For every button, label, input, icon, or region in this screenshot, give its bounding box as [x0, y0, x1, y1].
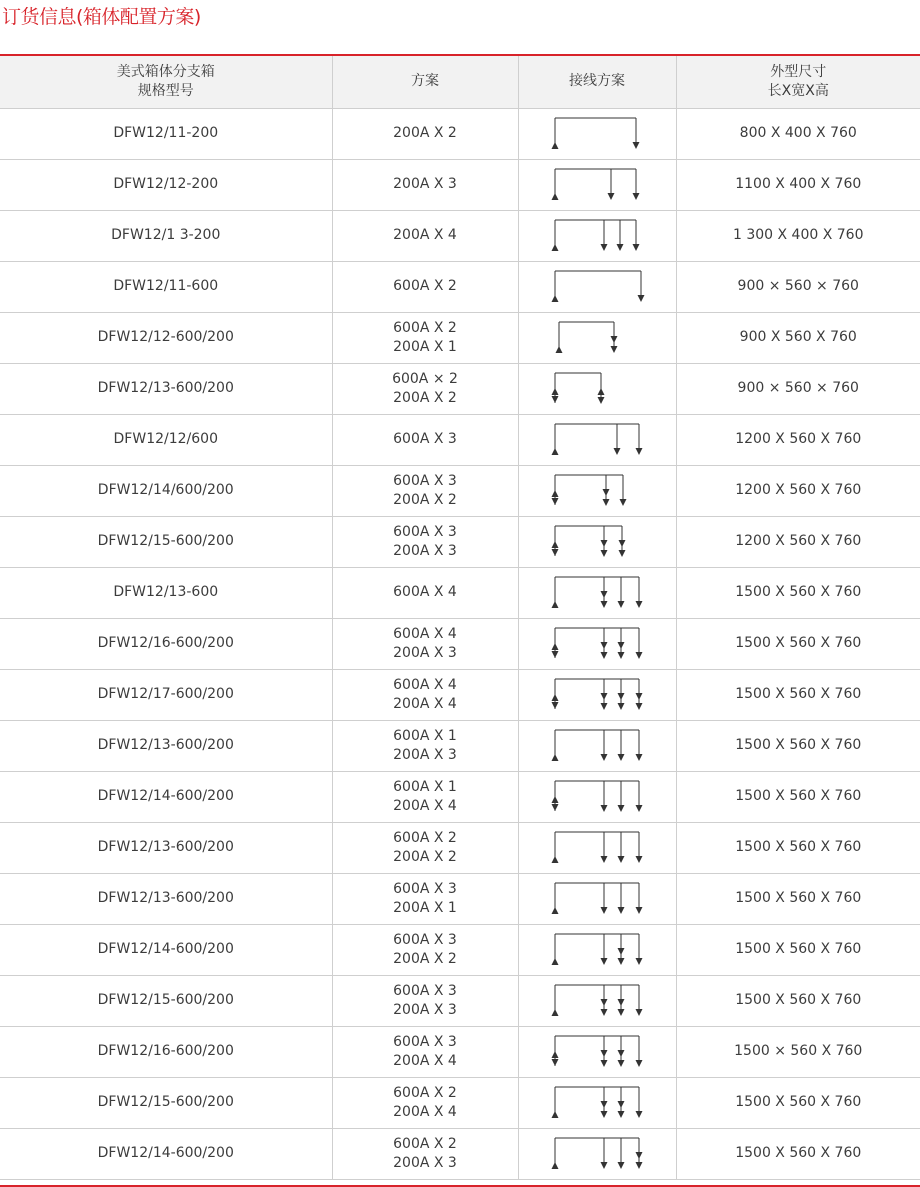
model-cell: DFW12/11-600: [0, 261, 332, 312]
scheme-cell: [332, 108, 518, 159]
scheme-line: 200A X 1: [393, 899, 457, 916]
wiring-diagram: [547, 624, 647, 664]
ordering-table: [0, 56, 920, 1180]
wiring-cell: [518, 159, 676, 210]
size-cell: 1500 X 560 X 760: [676, 924, 920, 975]
scheme-line: 200A X 2: [393, 950, 457, 967]
arrow-up-icon: [552, 694, 559, 701]
wiring-cell: [518, 312, 676, 363]
arrow-down-icon: [618, 1050, 625, 1057]
model-cell: DFW12/14-600/200: [0, 771, 332, 822]
size-cell: 1100 X 400 X 760: [676, 159, 920, 210]
wiring-diagram: [547, 114, 647, 154]
scheme-line: 600A X 3: [393, 931, 457, 948]
model-cell: DFW12/13-600/200: [0, 720, 332, 771]
arrow-down-icon: [601, 550, 608, 557]
arrow-down-icon: [619, 540, 626, 547]
table-row: [0, 567, 920, 618]
arrow-down-icon: [618, 805, 625, 812]
wiring-cell: [518, 1128, 676, 1179]
arrow-down-icon: [603, 499, 610, 506]
arrow-down-icon: [636, 693, 643, 700]
size-cell: 1200 X 560 X 760: [676, 414, 920, 465]
model-cell: DFW12/16-600/200: [0, 1026, 332, 1077]
arrow-down-icon: [633, 142, 640, 149]
arrow-down-icon: [636, 754, 643, 761]
arrow-down-icon: [618, 1162, 625, 1169]
wiring-diagram: [547, 420, 647, 460]
arrow-up-icon: [552, 958, 559, 965]
arrow-up-icon: [552, 1162, 559, 1169]
scheme-line: 600A X 2: [393, 278, 457, 294]
scheme-cell: [332, 873, 518, 924]
wiring-diagram: [547, 879, 647, 919]
scheme-line: 200A X 3: [393, 1154, 457, 1171]
wiring-cell: [518, 975, 676, 1026]
arrow-down-icon: [633, 193, 640, 200]
arrow-down-icon: [636, 1111, 643, 1118]
wiring-diagram: [547, 471, 647, 511]
table-row: [0, 261, 920, 312]
arrow-down-icon: [601, 1060, 608, 1067]
wiring-diagram: [547, 675, 647, 715]
arrow-down-icon: [601, 907, 608, 914]
header-size-line2: 长X宽X高: [767, 82, 829, 99]
arrow-down-icon: [552, 498, 559, 505]
arrow-down-icon: [618, 693, 625, 700]
scheme-cell: [332, 1077, 518, 1128]
arrow-down-icon: [601, 601, 608, 608]
arrow-down-icon: [636, 856, 643, 863]
arrow-up-icon: [598, 388, 605, 395]
scheme-cell: [332, 1026, 518, 1077]
model-cell: DFW12/14-600/200: [0, 1128, 332, 1179]
scheme-line: 200A X 4: [393, 1103, 457, 1120]
scheme-line: 200A X 2: [393, 491, 457, 508]
arrow-down-icon: [636, 1162, 643, 1169]
arrow-down-icon: [638, 295, 645, 302]
scheme-line: 200A X 3: [393, 746, 457, 763]
scheme-cell: [332, 312, 518, 363]
arrow-down-icon: [636, 703, 643, 710]
scheme-cell: [332, 975, 518, 1026]
wiring-diagram: [547, 1134, 647, 1174]
table-row: [0, 108, 920, 159]
scheme-line: 200A X 4: [393, 227, 457, 243]
scheme-cell: [332, 465, 518, 516]
arrow-down-icon: [601, 805, 608, 812]
arrow-down-icon: [608, 193, 615, 200]
arrow-down-icon: [603, 489, 610, 496]
size-cell: 900 X 560 X 760: [676, 312, 920, 363]
arrow-down-icon: [601, 1009, 608, 1016]
wiring-cell: [518, 771, 676, 822]
scheme-line: 600A X 1: [393, 727, 457, 744]
wiring-cell: [518, 414, 676, 465]
table-row: [0, 1077, 920, 1128]
wiring-diagram: [547, 267, 647, 307]
arrow-up-icon: [552, 1111, 559, 1118]
arrow-up-icon: [552, 388, 559, 395]
arrow-down-icon: [618, 703, 625, 710]
arrow-down-icon: [618, 958, 625, 965]
wiring-cell: [518, 1026, 676, 1077]
arrow-down-icon: [618, 601, 625, 608]
model-cell: DFW12/14-600/200: [0, 924, 332, 975]
scheme-line: 600A X 4: [393, 584, 457, 600]
model-cell: DFW12/15-600/200: [0, 1077, 332, 1128]
table-row: [0, 363, 920, 414]
scheme-line: 200A X 3: [393, 176, 457, 192]
table-row: [0, 1128, 920, 1179]
size-cell: 1500 X 560 X 760: [676, 720, 920, 771]
arrow-down-icon: [601, 540, 608, 547]
scheme-line: 200A X 3: [393, 1001, 457, 1018]
table-header-row: [0, 56, 920, 108]
arrow-down-icon: [601, 652, 608, 659]
scheme-line: 600A X 2: [393, 1135, 457, 1152]
arrow-down-icon: [611, 336, 618, 343]
scheme-line: 600A X 2: [393, 319, 457, 336]
scheme-cell: [332, 414, 518, 465]
arrow-down-icon: [636, 448, 643, 455]
arrow-down-icon: [601, 693, 608, 700]
scheme-line: 600A X 3: [393, 880, 457, 897]
arrow-up-icon: [552, 907, 559, 914]
wiring-diagram: [547, 777, 647, 817]
arrow-down-icon: [601, 999, 608, 1006]
scheme-line: 200A X 2: [393, 848, 457, 865]
scheme-cell: [332, 669, 518, 720]
model-cell: DFW12/13-600: [0, 567, 332, 618]
size-cell: 1 300 X 400 X 760: [676, 210, 920, 261]
model-cell: DFW12/12-200: [0, 159, 332, 210]
arrow-up-icon: [552, 541, 559, 548]
size-cell: 1500 X 560 X 760: [676, 822, 920, 873]
model-cell: DFW12/13-600/200: [0, 873, 332, 924]
scheme-cell: [332, 363, 518, 414]
wiring-diagram: [547, 981, 647, 1021]
header-model-line1: 美式箱体分支箱: [116, 63, 215, 80]
size-cell: 800 X 400 X 760: [676, 108, 920, 159]
arrow-down-icon: [636, 601, 643, 608]
arrow-down-icon: [636, 1060, 643, 1067]
arrow-up-icon: [552, 796, 559, 803]
header-model: [0, 56, 332, 108]
arrow-down-icon: [601, 591, 608, 598]
size-cell: 1500 X 560 X 760: [676, 618, 920, 669]
wiring-diagram: [547, 1032, 647, 1072]
arrow-down-icon: [618, 754, 625, 761]
size-cell: 900 × 560 × 760: [676, 363, 920, 414]
scheme-cell: [332, 159, 518, 210]
arrow-up-icon: [552, 601, 559, 608]
size-cell: 1500 X 560 X 760: [676, 567, 920, 618]
arrow-down-icon: [619, 550, 626, 557]
page-title: 订货信息(箱体配置方案): [2, 6, 201, 28]
wiring-cell: [518, 465, 676, 516]
arrow-up-icon: [552, 448, 559, 455]
table-row: [0, 771, 920, 822]
scheme-cell: [332, 1128, 518, 1179]
arrow-down-icon: [618, 907, 625, 914]
scheme-line: 600A × 2: [392, 370, 458, 387]
arrow-up-icon: [552, 142, 559, 149]
model-cell: DFW12/13-600/200: [0, 363, 332, 414]
arrow-down-icon: [636, 652, 643, 659]
wiring-cell: [518, 516, 676, 567]
wiring-cell: [518, 1077, 676, 1128]
arrow-down-icon: [618, 1009, 625, 1016]
model-cell: DFW12/13-600/200: [0, 822, 332, 873]
arrow-up-icon: [556, 346, 563, 353]
header-size: [676, 56, 920, 108]
scheme-cell: [332, 924, 518, 975]
arrow-down-icon: [611, 346, 618, 353]
table-row: [0, 720, 920, 771]
arrow-down-icon: [601, 754, 608, 761]
scheme-cell: [332, 771, 518, 822]
model-cell: DFW12/15-600/200: [0, 975, 332, 1026]
arrow-down-icon: [552, 804, 559, 811]
arrow-down-icon: [618, 642, 625, 649]
arrow-down-icon: [601, 1162, 608, 1169]
model-cell: DFW12/1 3-200: [0, 210, 332, 261]
wiring-cell: [518, 567, 676, 618]
scheme-line: 600A X 1: [393, 778, 457, 795]
table-row: [0, 618, 920, 669]
size-cell: 900 × 560 × 760: [676, 261, 920, 312]
table-row: [0, 516, 920, 567]
arrow-down-icon: [618, 1111, 625, 1118]
scheme-cell: [332, 618, 518, 669]
size-cell: 1500 X 560 X 760: [676, 771, 920, 822]
table-row: [0, 669, 920, 720]
table-row: [0, 924, 920, 975]
table-row: [0, 465, 920, 516]
table-row: [0, 414, 920, 465]
scheme-line: 200A X 4: [393, 1052, 457, 1069]
size-cell: 1500 X 560 X 760: [676, 975, 920, 1026]
arrow-up-icon: [552, 1051, 559, 1058]
scheme-line: 600A X 3: [393, 523, 457, 540]
scheme-cell: [332, 567, 518, 618]
scheme-line: 200A X 2: [393, 125, 457, 141]
scheme-line: 600A X 4: [393, 676, 457, 693]
table-row: [0, 822, 920, 873]
arrow-down-icon: [636, 958, 643, 965]
size-cell: 1200 X 560 X 760: [676, 516, 920, 567]
arrow-up-icon: [552, 490, 559, 497]
wiring-diagram: [547, 573, 647, 613]
arrow-down-icon: [636, 805, 643, 812]
wiring-diagram: [547, 930, 647, 970]
scheme-cell: [332, 720, 518, 771]
arrow-down-icon: [552, 549, 559, 556]
wiring-diagram: [547, 318, 647, 358]
wiring-diagram: [547, 369, 647, 409]
scheme-cell: [332, 822, 518, 873]
wiring-cell: [518, 363, 676, 414]
header-size-line1: 外型尺寸: [770, 63, 827, 80]
arrow-down-icon: [618, 1060, 625, 1067]
wiring-diagram: [547, 1083, 647, 1123]
model-cell: DFW12/14/600/200: [0, 465, 332, 516]
table-row: [0, 873, 920, 924]
arrow-down-icon: [601, 1101, 608, 1108]
arrow-down-icon: [552, 651, 559, 658]
scheme-line: 600A X 2: [393, 829, 457, 846]
scheme-line: 600A X 4: [393, 625, 457, 642]
arrow-down-icon: [552, 1059, 559, 1066]
model-cell: DFW12/15-600/200: [0, 516, 332, 567]
arrow-down-icon: [618, 856, 625, 863]
size-cell: 1500 X 560 X 760: [676, 1128, 920, 1179]
table-row: [0, 210, 920, 261]
wiring-cell: [518, 210, 676, 261]
size-cell: 1500 X 560 X 760: [676, 669, 920, 720]
scheme-cell: [332, 516, 518, 567]
wiring-diagram: [547, 216, 647, 256]
arrow-down-icon: [601, 1111, 608, 1118]
size-cell: 1500 X 560 X 760: [676, 873, 920, 924]
scheme-line: 600A X 3: [393, 1033, 457, 1050]
arrow-up-icon: [552, 856, 559, 863]
wiring-diagram: [547, 828, 647, 868]
arrow-down-icon: [620, 499, 627, 506]
arrow-up-icon: [552, 295, 559, 302]
model-cell: DFW12/16-600/200: [0, 618, 332, 669]
wiring-cell: [518, 873, 676, 924]
arrow-down-icon: [601, 1050, 608, 1057]
model-cell: DFW12/12-600/200: [0, 312, 332, 363]
wiring-cell: [518, 108, 676, 159]
wiring-diagram: [547, 522, 647, 562]
arrow-down-icon: [601, 244, 608, 251]
arrow-down-icon: [636, 1152, 643, 1159]
wiring-cell: [518, 669, 676, 720]
header-scheme: 方案: [332, 56, 518, 108]
arrow-down-icon: [636, 907, 643, 914]
table-row: [0, 1026, 920, 1077]
scheme-cell: [332, 210, 518, 261]
arrow-down-icon: [598, 397, 605, 404]
arrow-down-icon: [552, 396, 559, 403]
arrow-down-icon: [617, 244, 624, 251]
scheme-line: 200A X 3: [393, 644, 457, 661]
arrow-down-icon: [601, 958, 608, 965]
scheme-line: 600A X 3: [393, 472, 457, 489]
table-row: [0, 312, 920, 363]
arrow-down-icon: [601, 642, 608, 649]
arrow-up-icon: [552, 193, 559, 200]
arrow-down-icon: [601, 703, 608, 710]
scheme-line: 200A X 4: [393, 797, 457, 814]
arrow-up-icon: [552, 754, 559, 761]
scheme-line: 200A X 1: [393, 338, 457, 355]
scheme-line: 600A X 3: [393, 431, 457, 447]
size-cell: 1200 X 560 X 760: [676, 465, 920, 516]
arrow-down-icon: [618, 1101, 625, 1108]
model-cell: DFW12/12/600: [0, 414, 332, 465]
size-cell: 1500 × 560 X 760: [676, 1026, 920, 1077]
arrow-down-icon: [618, 652, 625, 659]
wiring-cell: [518, 924, 676, 975]
wiring-diagram: [547, 726, 647, 766]
arrow-up-icon: [552, 1009, 559, 1016]
wiring-cell: [518, 720, 676, 771]
scheme-line: 600A X 3: [393, 982, 457, 999]
header-model-line2: 规格型号: [137, 82, 194, 99]
arrow-down-icon: [618, 999, 625, 1006]
scheme-line: 600A X 2: [393, 1084, 457, 1101]
arrow-down-icon: [614, 448, 621, 455]
arrow-up-icon: [552, 244, 559, 251]
arrow-down-icon: [552, 702, 559, 709]
wiring-cell: [518, 822, 676, 873]
scheme-line: 200A X 3: [393, 542, 457, 559]
scheme-line: 200A X 4: [393, 695, 457, 712]
scheme-line: 200A X 2: [393, 389, 457, 406]
arrow-down-icon: [636, 1009, 643, 1016]
header-wiring: 接线方案: [518, 56, 676, 108]
scheme-cell: [332, 261, 518, 312]
size-cell: 1500 X 560 X 760: [676, 1077, 920, 1128]
model-cell: DFW12/11-200: [0, 108, 332, 159]
wiring-diagram: [547, 165, 647, 205]
table-row: [0, 159, 920, 210]
arrow-down-icon: [633, 244, 640, 251]
wiring-cell: [518, 261, 676, 312]
arrow-down-icon: [618, 948, 625, 955]
arrow-down-icon: [601, 856, 608, 863]
wiring-cell: [518, 618, 676, 669]
model-cell: DFW12/17-600/200: [0, 669, 332, 720]
arrow-up-icon: [552, 643, 559, 650]
table-row: [0, 975, 920, 1026]
